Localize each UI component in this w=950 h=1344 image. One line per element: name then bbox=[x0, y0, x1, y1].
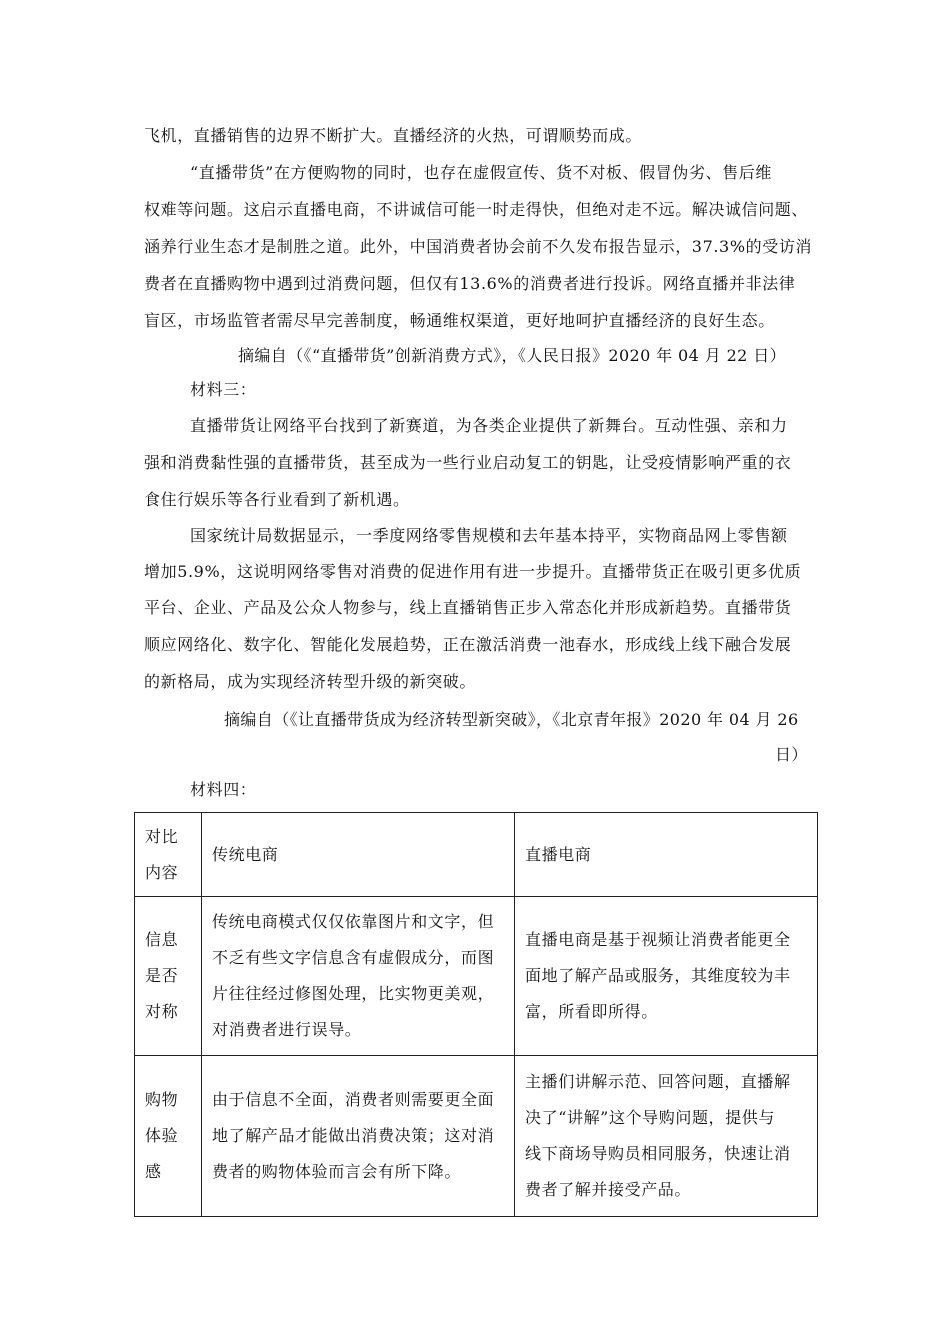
paragraph-line: 飞机，直播销售的边界不断扩大。直播经济的火热，可谓顺势而成。 bbox=[144, 126, 643, 145]
paragraph-line: 食住行娱乐等各行业看到了新机遇。 bbox=[144, 490, 410, 509]
table-cell bbox=[202, 897, 515, 1056]
cell-text-line: 决了“讲解”这个导购问题，提供与 bbox=[525, 1108, 775, 1127]
paragraph-line: 直播带货让网络平台找到了新赛道，为各类企业提供了新舞台。互动性强、亲和力 bbox=[190, 416, 788, 435]
cell-text-line: 内容 bbox=[145, 862, 179, 882]
paragraph-line: 的新格局，成为实现经济转型升级的新突破。 bbox=[144, 672, 477, 691]
paragraph-line: “直播带货”在方便购物的同时，也存在虚假宣传、货不对板、假冒伪劣、售后维 bbox=[190, 163, 772, 182]
cell-text-line: 对消费者进行误导。 bbox=[212, 1020, 362, 1039]
source-citation-continued: 日） bbox=[775, 745, 808, 764]
cell-text-line: 是否 bbox=[145, 966, 179, 985]
paragraph-line: 强和消费黏性强的直播带货，甚至成为一些行业启动复工的钥匙，让受疫情影响严重的衣 bbox=[144, 453, 792, 472]
cell-text-line: 对比 bbox=[145, 826, 179, 846]
cell-text-line: 面地了解产品或服务，其维度较为丰 bbox=[525, 966, 791, 985]
cell-text-line: 体验 bbox=[145, 1126, 179, 1145]
cell-text-line: 直播电商是基于视频让消费者能更全 bbox=[525, 930, 791, 949]
source-citation: 摘编自（《“直播带货”创新消费方式》，《人民日报》2020 年 04 月 22 日） bbox=[238, 346, 787, 365]
paragraph-line: 涵养行业生态才是制胜之道。此外，中国消费者协会前不久发布报告显示，37.3%的受访消 bbox=[144, 237, 813, 256]
source-citation: 摘编自（《让直播带货成为经济转型新突破》，《北京青年报》2020 年 04 月 26 bbox=[224, 710, 799, 729]
paragraph-line: 平台、企业、产品及公众人物参与，线上直播销售正步入常态化并形成新趋势。直播带货 bbox=[144, 598, 792, 617]
comparison-table bbox=[134, 812, 818, 1217]
cell-text-line: 对称 bbox=[145, 1002, 179, 1021]
table-cell bbox=[135, 897, 202, 1056]
paragraph-line: 顺应网络化、数字化、智能化发展趋势，正在激活消费一池春水，形成线上线下融合发展 bbox=[144, 635, 792, 654]
cell-text-line: 购物 bbox=[145, 1090, 179, 1109]
table-header-cell bbox=[515, 813, 818, 897]
cell-text-line: 片往往经过修图处理，比实物更美观， bbox=[212, 984, 495, 1003]
paragraph-line: 权难等问题。这启示直播电商，不讲诚信可能一时走得快，但绝对走不远。解决诚信问题、 bbox=[144, 200, 809, 219]
table-header-cell bbox=[202, 813, 515, 897]
cell-text-line: 不乏有些文字信息含有虚假成分，而图 bbox=[212, 948, 495, 967]
cell-text-line: 直播电商 bbox=[525, 844, 592, 864]
cell-text-line: 传统电商模式仅仅依靠图片和文字，但 bbox=[212, 912, 495, 931]
paragraph-line: 盲区，市场监管者需尽早完善制度，畅通维权渠道，更好地呵护直播经济的良好生态。 bbox=[144, 311, 775, 330]
table-cell bbox=[202, 1056, 515, 1217]
paragraph-line: 国家统计局数据显示，一季度网络零售规模和去年基本持平，实物商品网上零售额 bbox=[190, 526, 788, 545]
material-heading: 材料四： bbox=[190, 780, 257, 799]
table-header-row bbox=[135, 813, 818, 897]
cell-text-line: 传统电商 bbox=[212, 844, 279, 864]
cell-text-line: 费者了解并接受产品。 bbox=[525, 1180, 692, 1199]
material-heading: 材料三： bbox=[190, 380, 257, 399]
cell-text-line: 线下商场导购员相同服务，快速让消 bbox=[525, 1144, 791, 1163]
cell-text-line: 感 bbox=[145, 1162, 162, 1181]
table-cell bbox=[515, 897, 818, 1056]
cell-text-line: 费者的购物体验而言会有所下降。 bbox=[212, 1162, 462, 1181]
cell-text-line: 地了解产品才能做出消费决策；这对消 bbox=[212, 1126, 495, 1145]
cell-text-line: 信息 bbox=[145, 930, 179, 949]
paragraph-line: 费者在直播购物中遇到过消费问题，但仅有13.6%的消费者进行投诉。网络直播并非法律 bbox=[144, 274, 796, 293]
table-cell bbox=[135, 1056, 202, 1217]
table-row bbox=[135, 1056, 818, 1217]
cell-text-line: 主播们讲解示范、回答问题，直播解 bbox=[525, 1072, 791, 1091]
cell-text-line: 富，所看即所得。 bbox=[525, 1002, 658, 1021]
cell-text-line: 由于信息不全面，消费者则需要更全面 bbox=[212, 1090, 495, 1109]
table-row bbox=[135, 897, 818, 1056]
table-header-cell bbox=[135, 813, 202, 897]
table-cell bbox=[515, 1056, 818, 1217]
paragraph-line: 增加5.9%，这说明网络零售对消费的促进作用有进一步提升。直播带货正在吸引更多优质 bbox=[144, 562, 802, 581]
